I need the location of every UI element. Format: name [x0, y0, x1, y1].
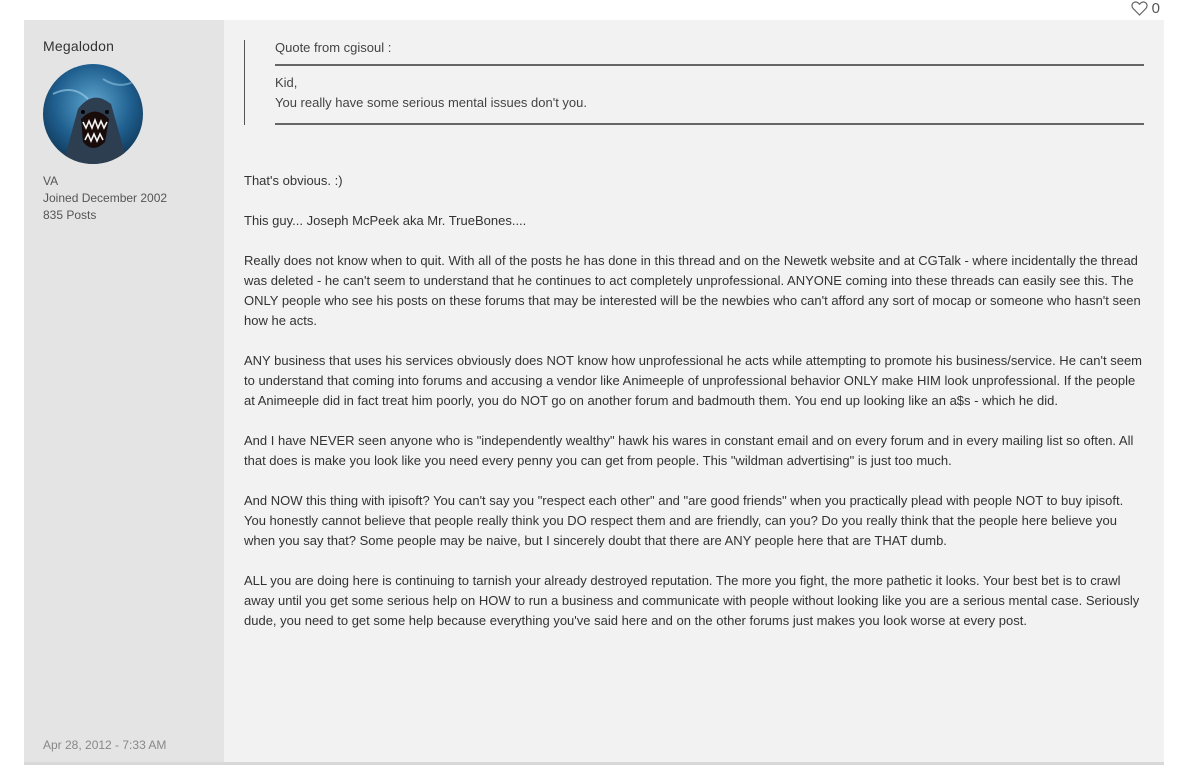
- post-paragraph: That's obvious. :): [244, 173, 343, 188]
- author-post-count: 835 Posts: [43, 208, 97, 222]
- post-paragraph: And NOW this thing with ipisoft? You can't say you "respect each other" and "are good friends" when you practically plead with people NOT to buy ipisoft. You honestly cannot believe that people really think you DO respect them and are friendly, can you? Do you really think that the people here believe you when you say that? Some people may be naive, but I sincerely doubt that there are ANY people here that are THAT dumb.: [244, 493, 1124, 548]
- post-toolbar: [0, 0, 1186, 20]
- post-paragraph: Really does not know when to quit. With all of the posts he has done in this thread and on the Newetk website and at CGTalk - where incidentally the thread was deleted - he can't seem to understand that he continues to act completely unprofessional. ANYONE coming into these threads can easily see this. The ONLY people who see his posts on these forums that may be interested will be the newbies who can't afford any sort of mocap or someone who hasn't seen how he acts.: [244, 253, 1141, 328]
- quote-block: [244, 40, 1144, 125]
- post-paragraph: ALL you are doing here is continuing to tarnish your already destroyed reputation. The more you fight, the more pathetic it looks. Your best bet is to crawl away until you get some serious help on HOW to run a business and communicate with people without looking like you are a serious mental case. Seriously dude, you need to get some help because everything you've said here and on the other forums just makes you look worse at every post.: [244, 573, 1140, 628]
- author-meta: [43, 173, 224, 224]
- quote-header: Quote from cgisoul :: [275, 40, 1144, 66]
- like-button[interactable]: [1131, 0, 1160, 17]
- post-paragraph: ANY business that uses his services obviously does NOT know how unprofessional he acts while attempting to promote his business/service. He can't seem to understand that coming into forums and accusing a vendor like Animeeple of unprofessional behavior ONLY make HIM look unprofessional. If the people at Animeeple did in fact treat him poorly, you do NOT go on another forum and badmouth them. You end up looking like an a$s - which he did.: [244, 353, 1142, 408]
- post-content: [224, 20, 1164, 762]
- author-location: VA: [43, 174, 59, 188]
- forum-post: [24, 20, 1164, 765]
- post-body: [244, 171, 1144, 631]
- like-count: 0: [1151, 0, 1160, 17]
- heart-icon: [1131, 1, 1148, 16]
- author-joined: Joined December 2002: [43, 191, 168, 205]
- quote-line: Kid,: [275, 75, 298, 90]
- author-username[interactable]: Megalodon: [43, 38, 115, 54]
- post-paragraph: And I have NEVER seen anyone who is "independently wealthy" hawk his wares in constant email and on every forum and in every mailing list so often. All that does is make you look like you need every penny you can get from people. This "wildman advertising" is just too much.: [244, 433, 1134, 468]
- post-date: Apr 28, 2012 - 7:33 AM: [43, 738, 167, 752]
- quote-body: [275, 66, 1144, 125]
- post-paragraph: This guy... Joseph McPeek aka Mr. TrueBones....: [244, 213, 527, 228]
- author-sidebar: [24, 20, 224, 762]
- quote-line: You really have some serious mental issues don't you.: [275, 95, 588, 110]
- author-avatar[interactable]: [43, 64, 143, 164]
